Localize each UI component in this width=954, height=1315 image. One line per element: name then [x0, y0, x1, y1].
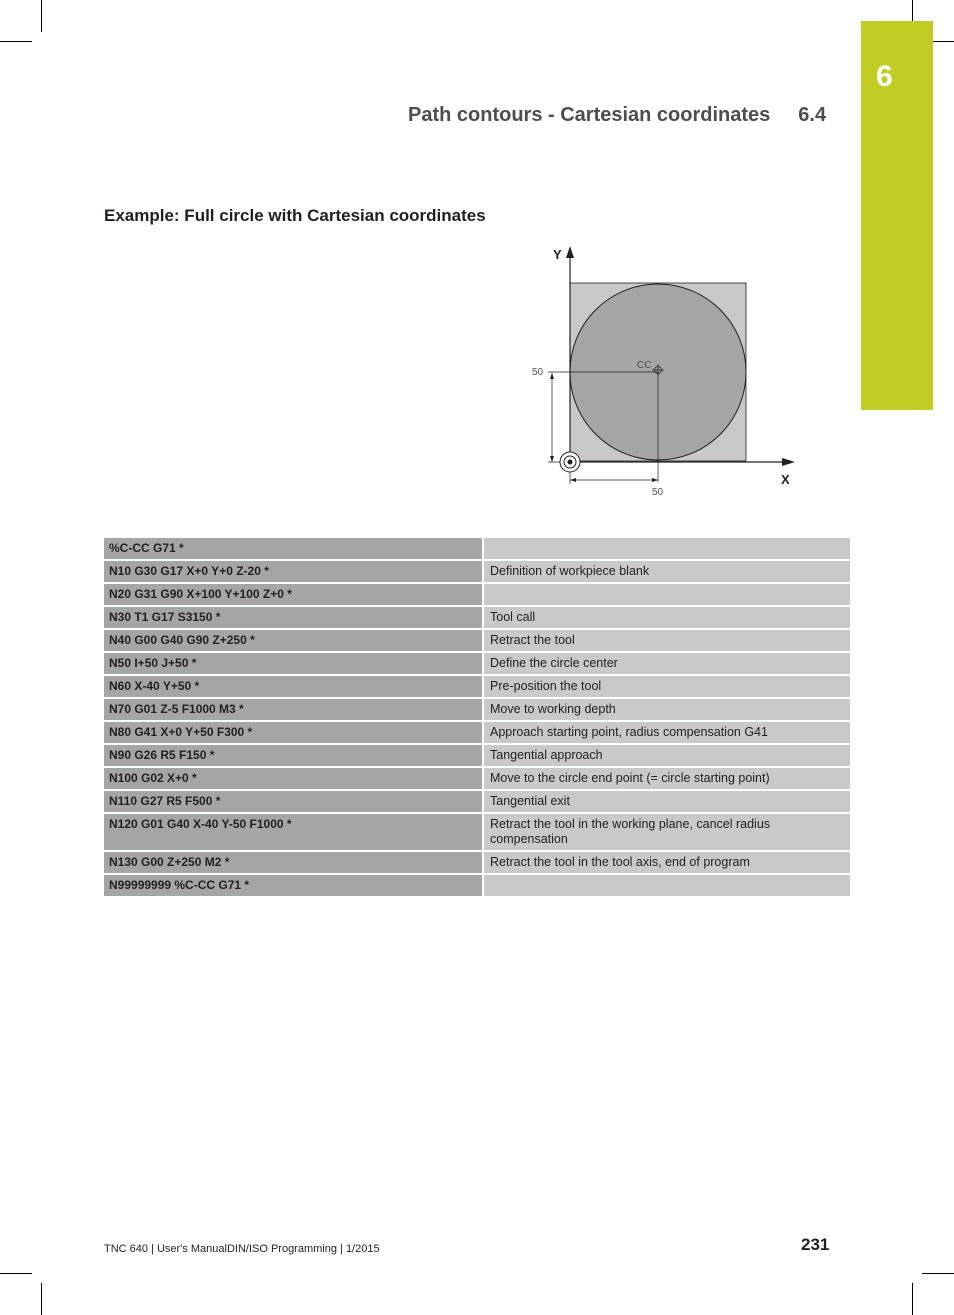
nc-block-code: N10 G30 G17 X+0 Y+0 Z-20 *: [104, 561, 482, 582]
nc-block-code: N50 I+50 J+50 *: [104, 653, 482, 674]
header-title: Path contours - Cartesian coordinates: [408, 104, 771, 126]
table-row: [104, 559, 850, 582]
nc-block-code: N30 T1 G17 S3150 *: [104, 607, 482, 628]
nc-block-code: N120 G01 G40 X-40 Y-50 F1000 *: [104, 814, 482, 850]
y-axis-arrow: [566, 246, 574, 258]
nc-block-description: [482, 584, 850, 605]
nc-block-code: N130 G00 Z+250 M2 *: [104, 852, 482, 873]
page-number: 231: [801, 1235, 830, 1254]
crop-mark: [912, 0, 913, 21]
table-row: [104, 850, 850, 873]
table-row: [104, 674, 850, 697]
nc-block-description: [482, 875, 850, 896]
table-row: [104, 582, 850, 605]
nc-block-code: N110 G27 R5 F500 *: [104, 791, 482, 812]
chapter-tab: [861, 21, 933, 410]
full-circle-figure: [520, 240, 810, 510]
datum-symbol-dot: [568, 460, 573, 465]
crop-mark: [933, 41, 954, 42]
table-row: [104, 651, 850, 674]
chapter-number: 6: [876, 60, 893, 93]
table-row: [104, 605, 850, 628]
nc-block-code: N100 G02 X+0 *: [104, 768, 482, 789]
table-row: [104, 766, 850, 789]
nc-block-description: Tool call: [482, 607, 850, 628]
nc-block-description: Retract the tool in the working plane, cancel radius compensation: [482, 814, 850, 850]
crop-mark: [0, 1273, 32, 1274]
example-title: Example: Full circle with Cartesian coordinates: [104, 206, 486, 225]
center-label: CC: [637, 360, 652, 371]
nc-block-description: Tangential approach: [482, 745, 850, 766]
crop-mark: [41, 0, 42, 32]
table-row: [104, 789, 850, 812]
crop-mark: [0, 41, 32, 42]
crop-mark: [41, 1283, 42, 1315]
y-dimension-arrow-bottom: [550, 456, 554, 462]
x-axis-label: X: [781, 472, 790, 487]
nc-block-code: %C-CC G71 *: [104, 538, 482, 559]
table-row: [104, 538, 850, 559]
nc-block-code: N40 G00 G40 G90 Z+250 *: [104, 630, 482, 651]
nc-block-description: Approach starting point, radius compensation G41: [482, 722, 850, 743]
nc-block-code: N90 G26 R5 F150 *: [104, 745, 482, 766]
nc-block-description: Move to working depth: [482, 699, 850, 720]
nc-block-description: Tangential exit: [482, 791, 850, 812]
table-row: [104, 873, 850, 896]
nc-block-code: N20 G31 G90 X+100 Y+100 Z+0 *: [104, 584, 482, 605]
table-row: [104, 743, 850, 766]
program-table: [104, 538, 850, 896]
nc-block-description: Retract the tool: [482, 630, 850, 651]
table-row: [104, 720, 850, 743]
x-dimension-arrow-right: [652, 478, 658, 482]
x-dimension-arrow-left: [570, 478, 576, 482]
nc-block-description: Define the circle center: [482, 653, 850, 674]
table-row: [104, 697, 850, 720]
nc-block-code: N99999999 %C-CC G71 *: [104, 875, 482, 896]
y-axis-label: Y: [553, 247, 562, 262]
table-row: [104, 812, 850, 850]
nc-block-description: Move to the circle end point (= circle starting point): [482, 768, 850, 789]
nc-block-description: [482, 538, 850, 559]
table-row: [104, 628, 850, 651]
crop-mark: [922, 1273, 954, 1274]
y-dimension-label: 50: [532, 367, 544, 378]
footer-text: TNC 640 | User's ManualDIN/ISO Programming | 1/2015: [104, 1243, 380, 1255]
page-header: [408, 104, 826, 127]
nc-block-code: N70 G01 Z-5 F1000 M3 *: [104, 699, 482, 720]
x-axis-arrow: [782, 458, 795, 466]
y-dimension-arrow-top: [550, 373, 554, 379]
nc-block-description: Retract the tool in the tool axis, end of program: [482, 852, 850, 873]
crop-mark: [912, 1283, 913, 1315]
nc-block-description: Definition of workpiece blank: [482, 561, 850, 582]
nc-block-code: N60 X-40 Y+50 *: [104, 676, 482, 697]
x-dimension-label: 50: [652, 487, 664, 498]
header-section: 6.4: [798, 104, 827, 126]
nc-block-code: N80 G41 X+0 Y+50 F300 *: [104, 722, 482, 743]
nc-block-description: Pre-position the tool: [482, 676, 850, 697]
